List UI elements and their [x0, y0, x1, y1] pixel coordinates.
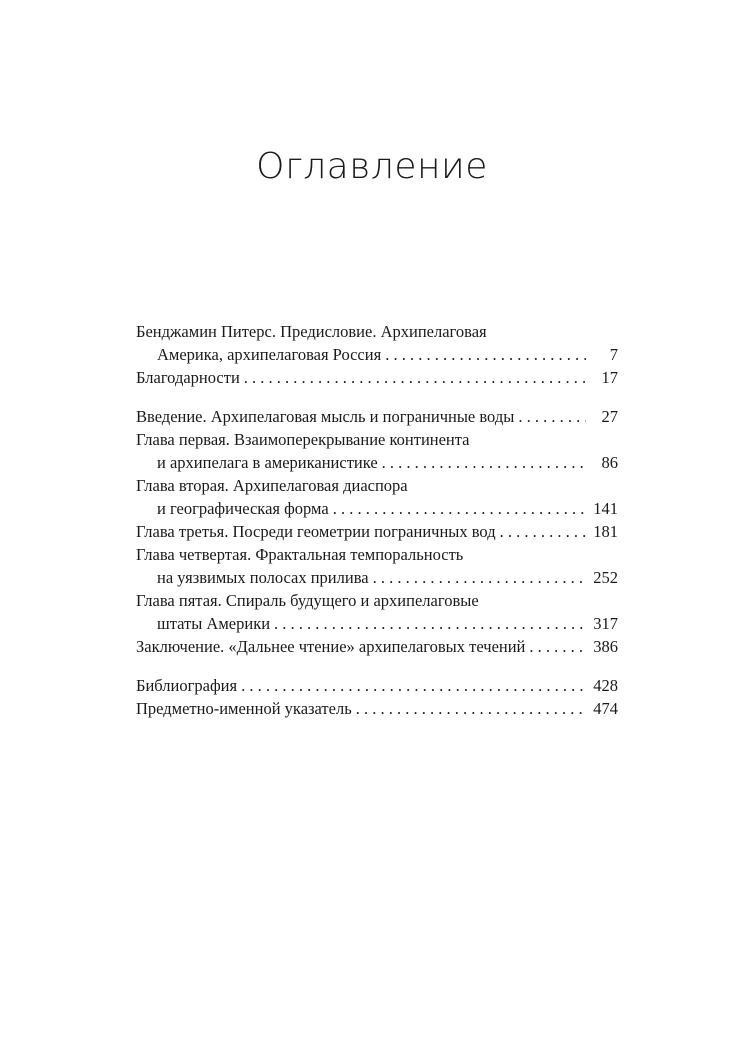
toc-entry-title: и географическая форма: [157, 499, 329, 518]
toc-entry-title: Глава пятая. Спираль будущего и архипелаговые: [136, 591, 479, 610]
toc-entry-line: [136, 674, 618, 697]
toc-page-number: 181: [593, 522, 618, 541]
toc-entry: [136, 697, 618, 720]
toc-dot-leader: [382, 451, 586, 474]
toc-entry-line: [136, 343, 618, 366]
toc-page-number: 86: [601, 453, 618, 472]
toc-page-number: 474: [593, 699, 618, 718]
toc-entry-title: Глава третья. Посреди геометрии пограничных вод: [136, 522, 496, 541]
toc-entry-line: [136, 474, 618, 497]
toc-entry: [136, 635, 618, 658]
toc-dot-leader: [244, 366, 586, 389]
toc-entry-line: [136, 697, 618, 720]
toc-entry-line: [136, 635, 618, 658]
toc-entry-title: Бенджамин Питерс. Предисловие. Архипелаговая: [136, 322, 487, 341]
toc-entry-title: Глава первая. Взаимоперекрывание континента: [136, 430, 470, 449]
toc-dot-leader: [529, 635, 586, 658]
toc-entry-title: Заключение. «Дальнее чтение» архипелаговых течений: [136, 637, 526, 656]
toc-entry-line: [136, 520, 618, 543]
toc-page-number: 141: [593, 499, 618, 518]
toc-entry-title: штаты Америки: [157, 614, 271, 633]
toc-entry-line: [136, 566, 618, 589]
toc-entry: [136, 405, 618, 428]
toc-entry: [136, 474, 618, 520]
toc-entry: [136, 674, 618, 697]
toc-entry-line: [136, 451, 618, 474]
toc-entry-line: [136, 612, 618, 635]
toc-page-number: 252: [593, 568, 618, 587]
toc-entry-line: [136, 405, 618, 428]
toc-entry: [136, 520, 618, 543]
toc-entry-line: [136, 366, 618, 389]
toc-dot-leader: [373, 566, 586, 589]
toc-page-number: 428: [593, 676, 618, 695]
toc-entry-title: Предметно-именной указатель: [136, 699, 352, 718]
toc-entry-line: [136, 320, 618, 343]
toc-dot-leader: [500, 520, 586, 543]
toc-entry-title: на уязвимых полосах прилива: [157, 568, 369, 587]
toc-page-number: 317: [593, 614, 618, 633]
toc-entry: [136, 589, 618, 635]
table-of-contents: [136, 320, 618, 720]
toc-entry: [136, 428, 618, 474]
toc-entry-title: и архипелага в американистике: [157, 453, 378, 472]
toc-entry-line: [136, 497, 618, 520]
toc-dot-leader: [333, 497, 586, 520]
toc-entry-line: [136, 428, 618, 451]
toc-entry-line: [136, 543, 618, 566]
toc-entry-title: Глава вторая. Архипелаговая диаспора: [136, 476, 408, 495]
toc-page-number: 7: [609, 345, 618, 364]
toc-page-number: 386: [593, 637, 618, 656]
page-title: Оглавление: [256, 146, 488, 187]
toc-page-number: 27: [601, 407, 618, 426]
toc-entry-title: Библиография: [136, 676, 238, 695]
toc-dot-leader: [241, 674, 586, 697]
toc-page-number: 17: [601, 368, 618, 387]
toc-dot-leader: [356, 697, 586, 720]
toc-entry-title: Глава четвертая. Фрактальная темпоральность: [136, 545, 464, 564]
toc-entry: [136, 543, 618, 589]
toc-dot-leader: [274, 612, 586, 635]
toc-dot-leader: [518, 405, 586, 428]
toc-entry-title: Благодарности: [136, 368, 240, 387]
toc-entry-line: [136, 589, 618, 612]
toc-entry-title: Америка, архипелаговая Россия: [157, 345, 382, 364]
toc-entry: [136, 366, 618, 389]
toc-dot-leader: [385, 343, 586, 366]
toc-entry-title: Введение. Архипелаговая мысль и пограничные воды: [136, 407, 515, 426]
toc-entry: [136, 320, 618, 366]
